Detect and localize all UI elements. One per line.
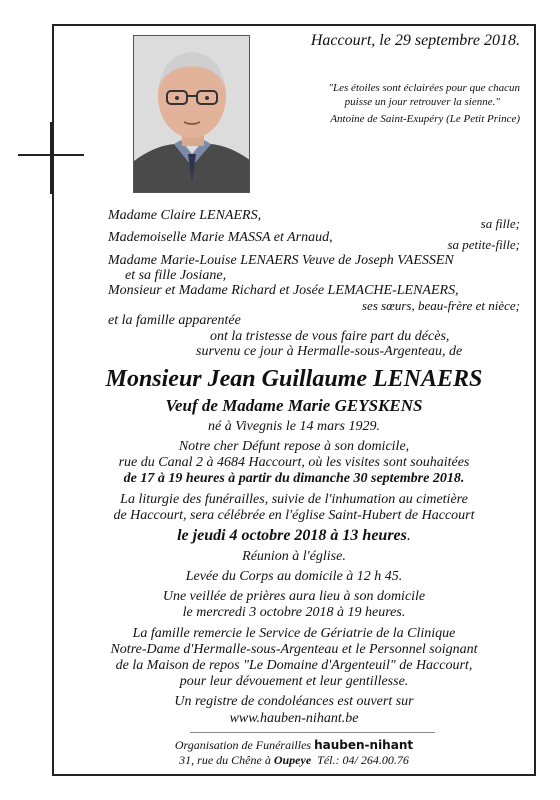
liturgy-line-1: La liturgie des funérailles, suivie de l'inhumation au cimetière (120, 492, 468, 507)
meeting-note: Réunion à l'église. (242, 549, 346, 564)
family-claire-role: sa fille; (480, 216, 520, 231)
deceased-name: Monsieur Jean Guillaume LENAERS (105, 366, 483, 392)
quote-author: Antoine de Saint-Exupéry (Le Petit Prince) (330, 113, 520, 125)
levee-note: Levée du Corps au domicile à 12 h 45. (185, 569, 403, 584)
family-marie-louise: Madame Marie-Louise LENAERS Veuve de Joseph VAESSEN (108, 253, 454, 268)
thanks-line-4: pour leur dévouement et leur gentillesse. (179, 674, 409, 689)
vigil-line-1: Une veillée de prières aura lieu à son domicile (162, 589, 426, 604)
liturgy-line-2: de Haccourt, sera célébrée en l'église Saint-Hubert de Haccourt (113, 508, 475, 523)
vigil-line-2: le mercredi 3 octobre 2018 à 19 heures. (182, 605, 406, 620)
footer-address-prefix: 31, rue du Chêne à (179, 753, 274, 767)
family-marie: Mademoiselle Marie MASSA et Arnaud, (108, 230, 333, 245)
footer-address (56, 753, 532, 768)
portrait-photo (133, 35, 250, 193)
family-siblings-role: ses sœurs, beau-frère et nièce; (361, 298, 520, 313)
family-claire: Madame Claire LENAERS, (108, 208, 262, 223)
place-date: Haccourt, le 29 septembre 2018. (310, 32, 520, 49)
family-marie-role: sa petite-fille; (447, 237, 520, 252)
quote-line-2: puisse un jour retrouver la sienne." (344, 96, 500, 108)
visits-line-1: Notre cher Défunt repose à son domicile, (178, 439, 410, 454)
visits-line-2: rue du Canal 2 à 4684 Haccourt, où les visites sont souhaitées (118, 455, 470, 470)
family-josiane: et sa fille Josiane, (125, 268, 227, 283)
quote-line-1: "Les étoiles sont éclairées pour que chacun (328, 82, 520, 94)
announce-line-1: ont la tristesse de vous faire part du décès, (210, 329, 450, 344)
register-line: Un registre de condoléances est ouvert sur (174, 694, 414, 709)
liturgy-date-end: . (406, 527, 411, 544)
footer-phone: Tél.: 04/ 264.00.76 (311, 753, 409, 767)
footer-organisation (56, 738, 532, 753)
register-url[interactable]: www.hauben-nihant.be (229, 711, 359, 726)
footer-brand: hauben-nihant (314, 738, 414, 752)
thanks-line-2: Notre-Dame d'Hermalle-sous-Argenteau et le Personnel soignant (110, 642, 478, 657)
liturgy-date: le jeudi 4 octobre 2018 à 13 heures (177, 527, 407, 544)
announce-line-2: survenu ce jour à Hermalle-sous-Argenteau, de (196, 344, 463, 359)
thanks-line-1: La famille remercie le Service de Gériatrie de la Clinique (132, 626, 456, 641)
family-richard-josee: Monsieur et Madame Richard et Josée LEMACHE-LENAERS, (108, 283, 459, 298)
family-related: et la famille apparentée (108, 313, 241, 328)
liturgy-date-line (56, 527, 532, 545)
cross-icon-vertical (50, 122, 52, 194)
portrait-illustration (134, 36, 250, 193)
deceased-widower: Veuf de Madame Marie GEYSKENS (165, 396, 423, 415)
footer-org-prefix: Organisation de Funérailles (174, 738, 315, 752)
deceased-birth: né à Vivegnis le 14 mars 1929. (208, 419, 380, 434)
thanks-line-3: de la Maison de repos "Le Domaine d'Argenteuil" de Haccourt, (115, 658, 473, 673)
footer-city: Oupeye (273, 753, 312, 767)
visits-hours: de 17 à 19 heures à partir du dimanche 30 septembre 2018. (123, 471, 465, 486)
footer-divider (190, 732, 435, 733)
